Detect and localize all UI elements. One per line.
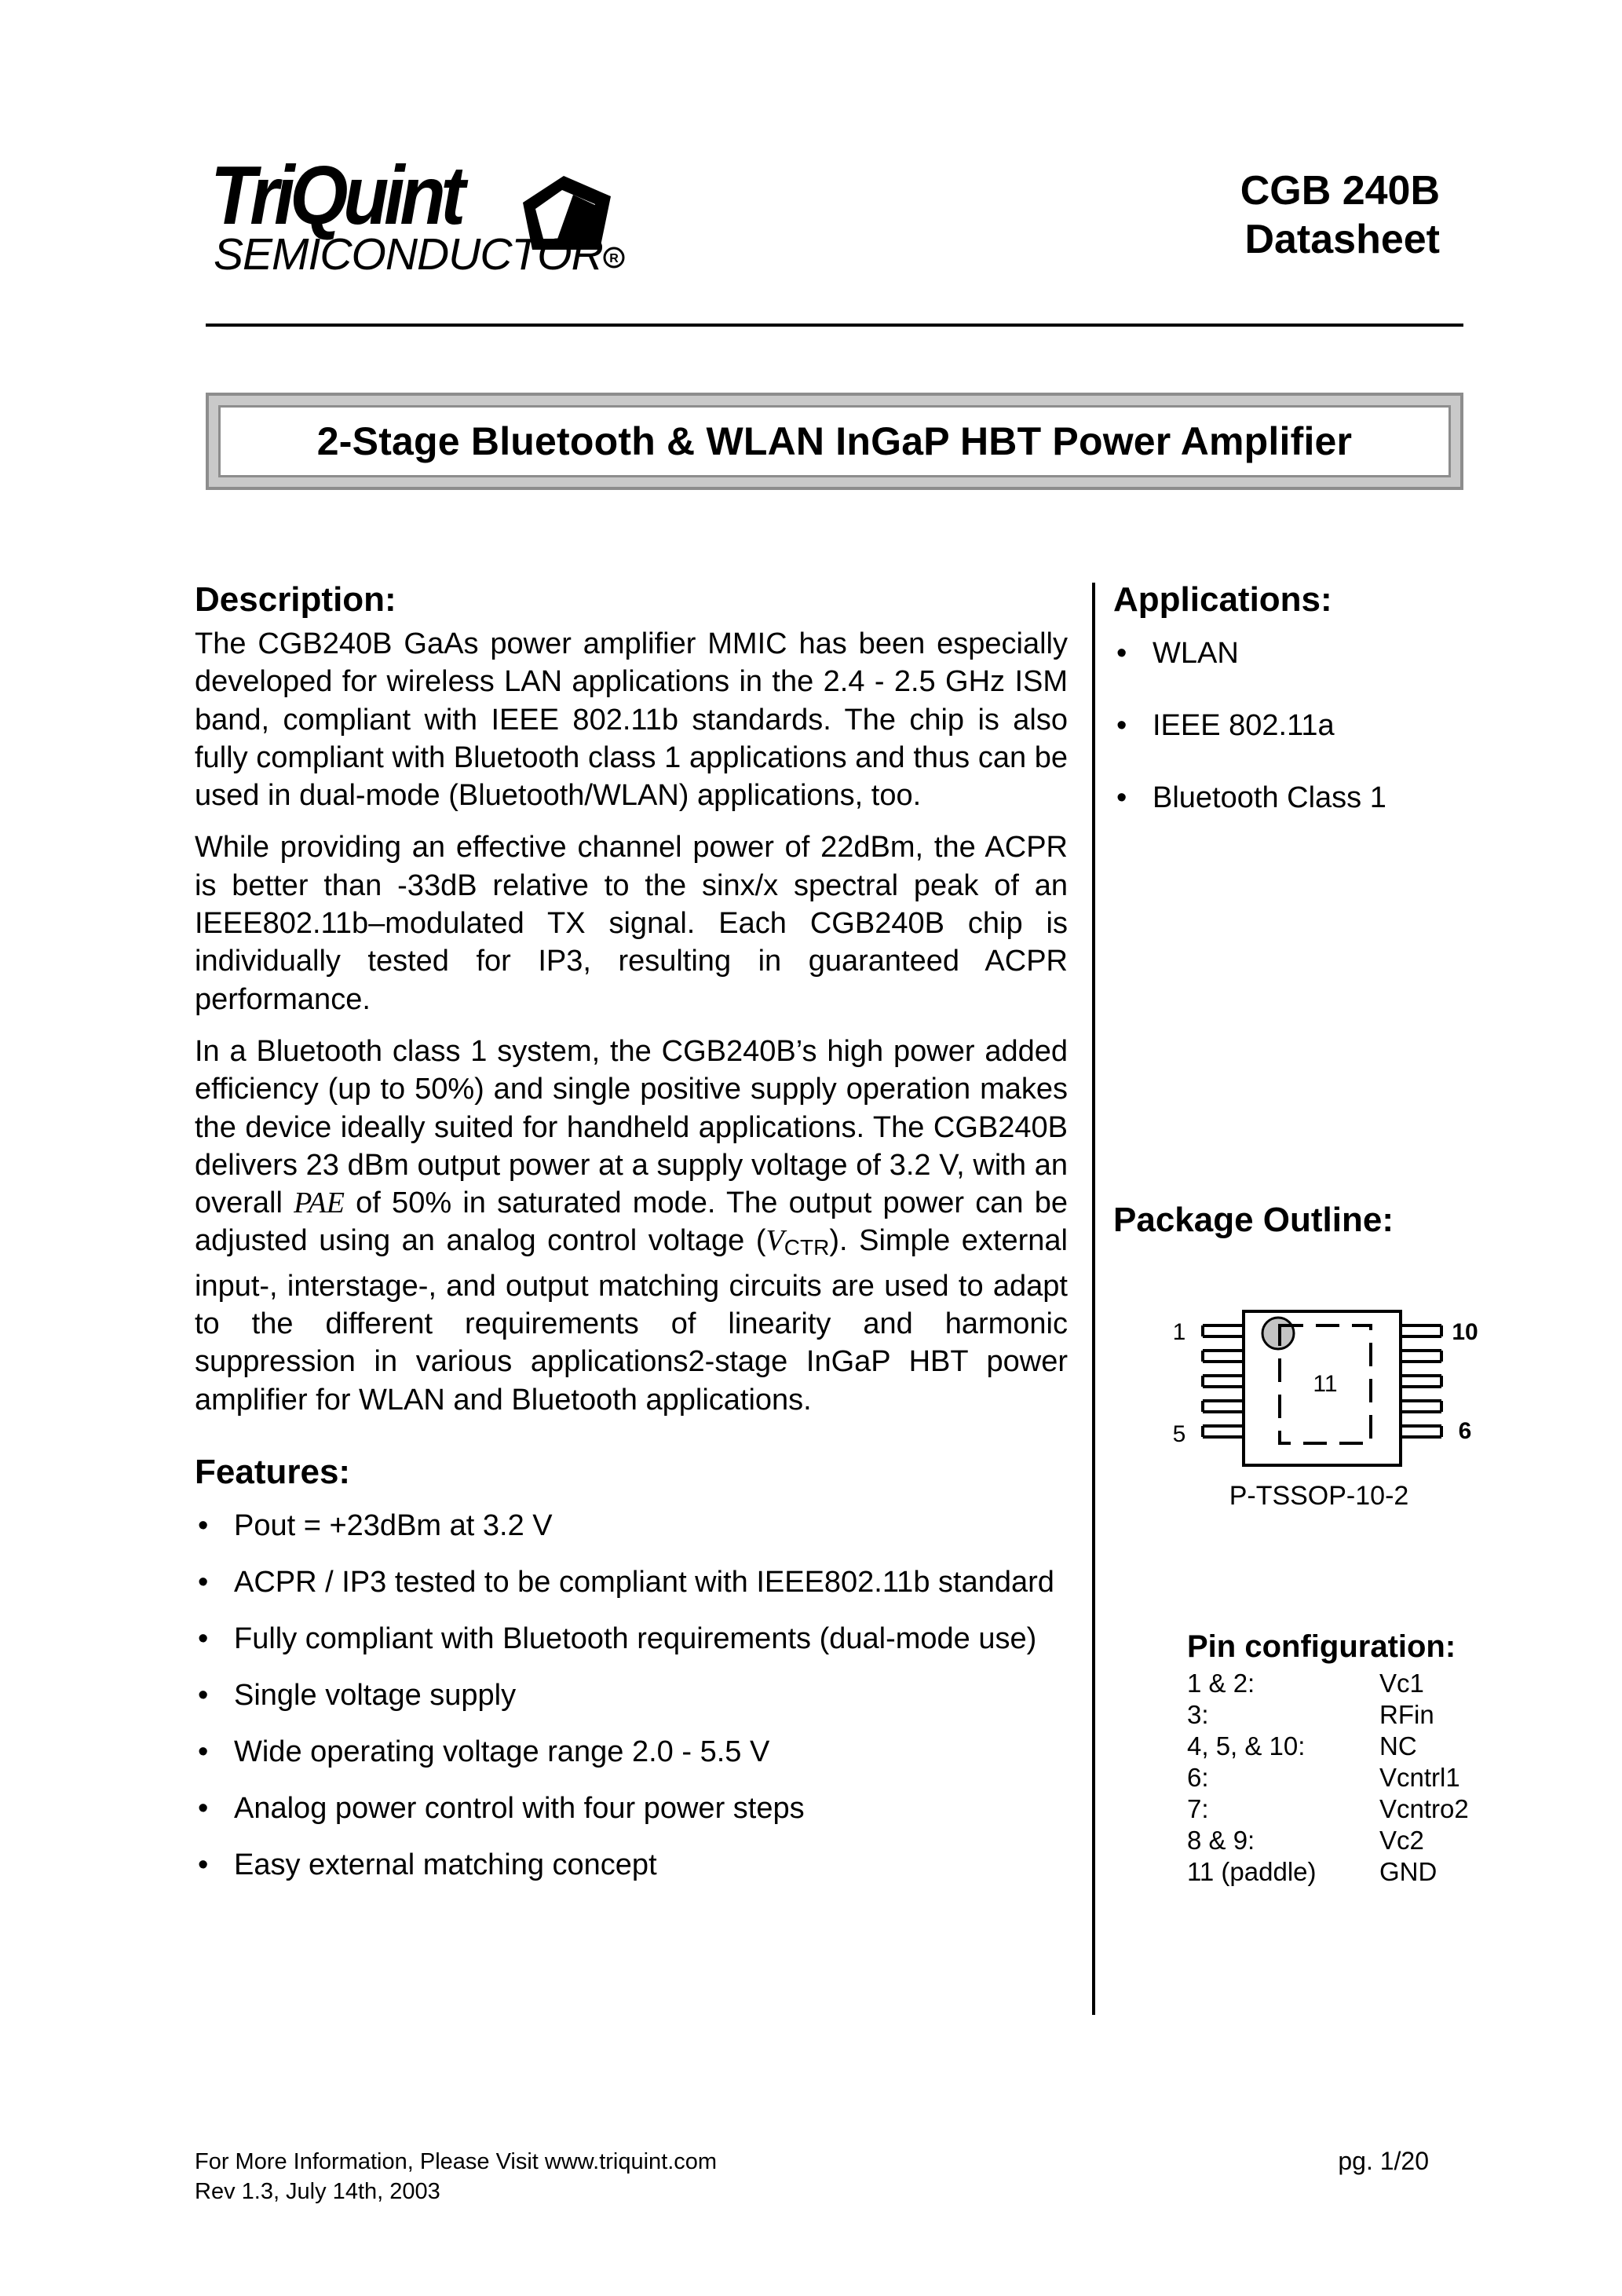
pin-1-label: 1 (1172, 1319, 1186, 1345)
feature-item: • Single voltage supply (195, 1676, 1068, 1714)
pin-table (1187, 1668, 1469, 1888)
application-item: • Bluetooth Class 1 (1113, 779, 1522, 817)
footer-revision: Rev 1.3, July 14th, 2003 (195, 2179, 440, 2204)
svg-text:R: R (609, 252, 619, 265)
description-paragraph-3: In a Bluetooth class 1 system, the CGB240B’s high power added efficiency (up to 50%) and single positive supply operation makes the device ideally suited for handheld applications. The CGB240B delivers 23 dBm output power at a supply voltage of 3.2 V, with an overall PAE of 50% in saturated mode. The output power can be adjusted using an analog control voltage $(V_{CTR})$. Simple external input-, interstage-, and output matching circuits are used to adapt to the different requirements of linearity and harmonic suppression in various applications2-stage InGaP HBT power amplifier for WLAN and Bluetooth applications. (195, 1034, 1069, 1417)
bullet-icon: • (198, 1621, 209, 1655)
pin-row: 3: RFin (1187, 1700, 1434, 1729)
logo-wordmark: TriQuint (210, 149, 461, 242)
right-leads (1401, 1325, 1441, 1437)
applications-heading: Applications: (1113, 580, 1332, 619)
bullet-icon: • (1116, 637, 1127, 670)
title-banner-frame (206, 393, 1463, 490)
footer-info (195, 2147, 717, 2206)
header-divider (206, 324, 1463, 327)
left-leads (1203, 1325, 1244, 1437)
column-divider (1092, 583, 1095, 2015)
description-paragraph-2: While providing an effective channel power of 22dBm, the ACPR is better than -33dB relative to the sinx/x spectral peak of an IEEE802.11b–modulated TX signal. Each CGB240B chip is individually tested for IP3, resulting in guaranteed ACPR performance. (195, 831, 1068, 1016)
document-title (1240, 166, 1440, 264)
pin-configuration (1187, 1629, 1532, 1888)
features-list (195, 1507, 1068, 1884)
logo-subtitle: SEMICONDUCTOR (214, 229, 603, 280)
pin-row: 6: Vcntrl1 (1187, 1763, 1460, 1792)
pin-config-heading: Pin configuration: (1187, 1629, 1456, 1664)
registered-mark-icon (603, 247, 625, 269)
feature-item: • Wide operating voltage range 2.0 - 5.5 V (195, 1733, 1068, 1771)
pin-row: 7: Vcntro2 (1187, 1794, 1469, 1823)
product-code: CGB 240B (1240, 168, 1440, 214)
bullet-icon: • (198, 1735, 209, 1768)
pin-6-label: 6 (1458, 1418, 1472, 1444)
pin-5-label: 5 (1172, 1421, 1186, 1447)
description-heading: Description: (195, 580, 396, 619)
bullet-icon: • (1116, 781, 1127, 814)
doc-type: Datasheet (1244, 217, 1440, 262)
package-outline-diagram (1154, 1288, 1484, 1476)
right-column (1113, 579, 1522, 851)
title-banner: 2-Stage Bluetooth & WLAN InGaP HBT Power Amplifier (218, 405, 1451, 477)
features-heading: Features: (195, 1452, 351, 1491)
pin-10-label: 10 (1452, 1319, 1478, 1345)
pin-row: 4, 5, & 10: NC (1187, 1731, 1417, 1760)
feature-item: • ACPR / IP3 tested to be compliant with IEEE802.11b standard (195, 1563, 1068, 1601)
feature-item: • Easy external matching concept (195, 1846, 1068, 1884)
pin-row: 8 & 9: Vc2 (1187, 1826, 1424, 1855)
left-column (195, 579, 1068, 1903)
application-item: • WLAN (1113, 634, 1522, 672)
package-name: P-TSSOP-10-2 (1229, 1481, 1409, 1511)
pin-row: 1 & 2: Vc1 (1187, 1669, 1424, 1698)
bullet-icon: • (198, 1848, 209, 1881)
pin-row: 11 (paddle) GND (1187, 1857, 1438, 1886)
bullet-icon: • (198, 1565, 209, 1599)
page-number: pg. 1/20 (1338, 2147, 1429, 2175)
description-paragraph-1: The CGB240B GaAs power amplifier MMIC has been especially developed for wireless LAN applications in the 2.4 - 2.5 GHz ISM band, compliant with IEEE 802.11b standards. The chip is also fully compliant with Bluetooth class 1 applications and thus can be used in dual-mode (Bluetooth/WLAN) applications, too. (195, 627, 1068, 813)
bullet-icon: • (198, 1508, 209, 1542)
applications-list (1113, 634, 1522, 817)
pae-symbol: PAE (294, 1186, 345, 1220)
pin-11-label: 11 (1313, 1371, 1338, 1397)
vctr-symbol: $V_{CTR}$ (765, 1224, 830, 1260)
company-logo (210, 149, 619, 287)
bullet-icon: • (198, 1791, 209, 1825)
package-outline-heading: Package Outline: (1113, 1201, 1394, 1239)
application-item: • IEEE 802.11a (1113, 707, 1522, 744)
footer-website-line: For More Information, Please Visit www.triquint.com (195, 2149, 718, 2174)
bullet-icon: • (198, 1678, 209, 1712)
feature-item: • Pout = +23dBm at 3.2 V (195, 1507, 1068, 1545)
feature-item: • Fully compliant with Bluetooth requirements (dual-mode use) (195, 1620, 1068, 1658)
feature-item: • Analog power control with four power steps (195, 1790, 1068, 1827)
bullet-icon: • (1116, 709, 1127, 742)
